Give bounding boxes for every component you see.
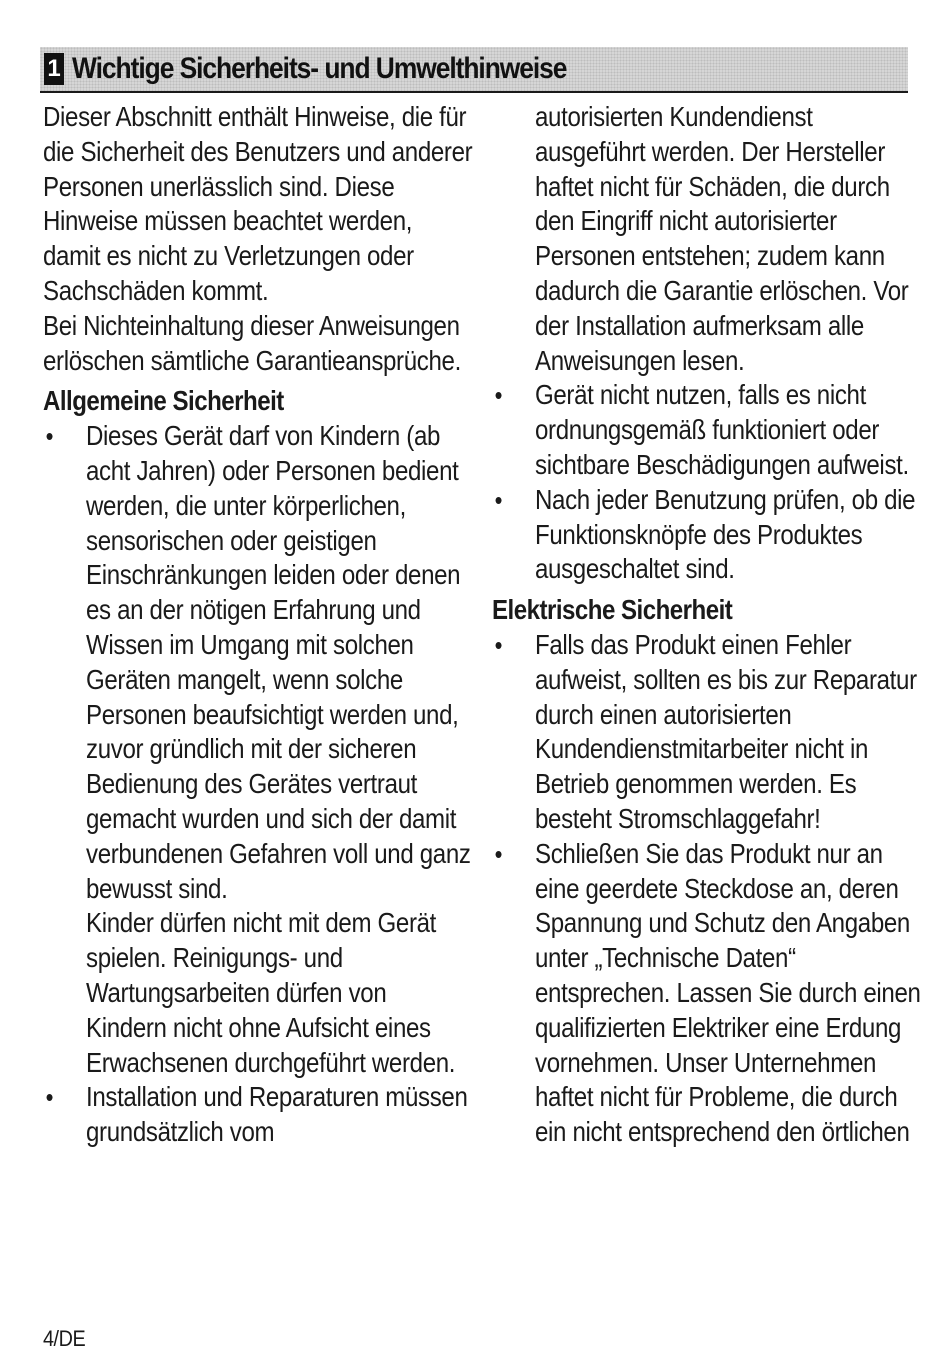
bullet-icon: •: [494, 380, 503, 411]
list-item-text: Nach jeder Benutzung prüfen, ob die Funktionsknöpfe des Produktes ausgeschaltet sind.: [535, 483, 916, 585]
bullet-icon: •: [45, 421, 54, 452]
electrical-safety-list: [492, 628, 922, 1150]
general-safety-list-continued: [492, 100, 922, 587]
list-item-continuation: [43, 906, 473, 1080]
list-item-text: Gerät nicht nutzen, falls es nicht ordnungsgemäß funktioniert oder sichtbare Beschädigungen aufweist.: [535, 379, 909, 480]
right-column: [492, 100, 922, 1150]
bullet-icon: •: [494, 484, 503, 515]
section-header: [40, 47, 908, 93]
bullet-icon: •: [494, 629, 503, 660]
bullet-icon: •: [45, 1082, 54, 1113]
list-item: [492, 628, 922, 837]
list-item-text: autorisierten Kundendienst ausgeführt werden. Der Hersteller haftet nicht für Schäden, die durch den Eingriff nicht autorisierter Personen entstehen; zudem kann dadurch die Garantie erlöschen. Vor der Installation aufmerksam alle Anweisungen lesen.: [535, 101, 909, 376]
left-column: [43, 100, 473, 1150]
list-item: [492, 378, 922, 482]
subheading-electrical-safety: Elektrische Sicherheit: [492, 594, 733, 626]
bullet-icon: •: [494, 838, 503, 869]
list-item: [43, 1080, 473, 1150]
intro-paragraph-2: Bei Nichteinhaltung dieser Anweisungen erlöschen sämtliche Garantieansprüche.: [43, 309, 461, 376]
intro-paragraph-1: Dieser Abschnitt enthält Hinweise, die für die Sicherheit des Benutzers und anderer Personen unerlässlich sind. Diese Hinweise müssen beachtet werden, damit es nicht zu Verletzungen oder Sachschäden kommt.: [43, 101, 473, 306]
list-item: [492, 837, 922, 1150]
list-item-continuation: [492, 100, 922, 378]
section-number: 1: [44, 53, 64, 85]
subheading-general-safety: Allgemeine Sicherheit: [43, 385, 284, 417]
list-item-text: Schließen Sie das Produkt nur an eine geerdete Steckdose an, deren Spannung und Schutz den Angaben unter „Technische Daten“ entsprechen. Lassen Sie durch einen qualifizierten Elektriker eine Erdung vornehmen. Unser Unternehmen haftet nicht für Probleme, die durch ein nicht entsprechend den örtlichen: [535, 837, 921, 1148]
section-title: Wichtige Sicherheits- und Umwelthinweise: [72, 52, 567, 85]
general-safety-list: [43, 419, 473, 1150]
list-item-text: Falls das Produkt einen Fehler aufweist, sollten es bis zur Reparatur durch einen autorisierten Kundendienstmitarbeiter nicht in Betrieb genommen werden. Es besteht Stromschlaggefahr!: [535, 628, 917, 834]
list-item: [43, 419, 473, 906]
list-item-text: Kinder dürfen nicht mit dem Gerät spielen. Reinigungs- und Wartungsarbeiten dürfen von Kindern nicht ohne Aufsicht eines Erwachsenen durchgeführt werden.: [86, 907, 456, 1078]
list-item-text: Dieses Gerät darf von Kindern (ab acht Jahren) oder Personen bedient werden, die unter körperlichen, sensorischen oder geistigen Einschränkungen leiden oder denen es an der nötigen Erfahrung und Wissen im Umgang mit solchen Geräten mangelt, wenn solche Personen beaufsichtigt werden und, zuvor gründlich mit der sicheren Bedienung des Gerätes vertraut gemacht wurden und sich der damit verbundenen Gefahren voll und ganz bewusst sind.: [86, 420, 471, 904]
page-number: 4/DE: [43, 1326, 86, 1351]
list-item: [492, 483, 922, 587]
list-item-text: Installation und Reparaturen müssen grundsätzlich vom: [86, 1081, 468, 1148]
